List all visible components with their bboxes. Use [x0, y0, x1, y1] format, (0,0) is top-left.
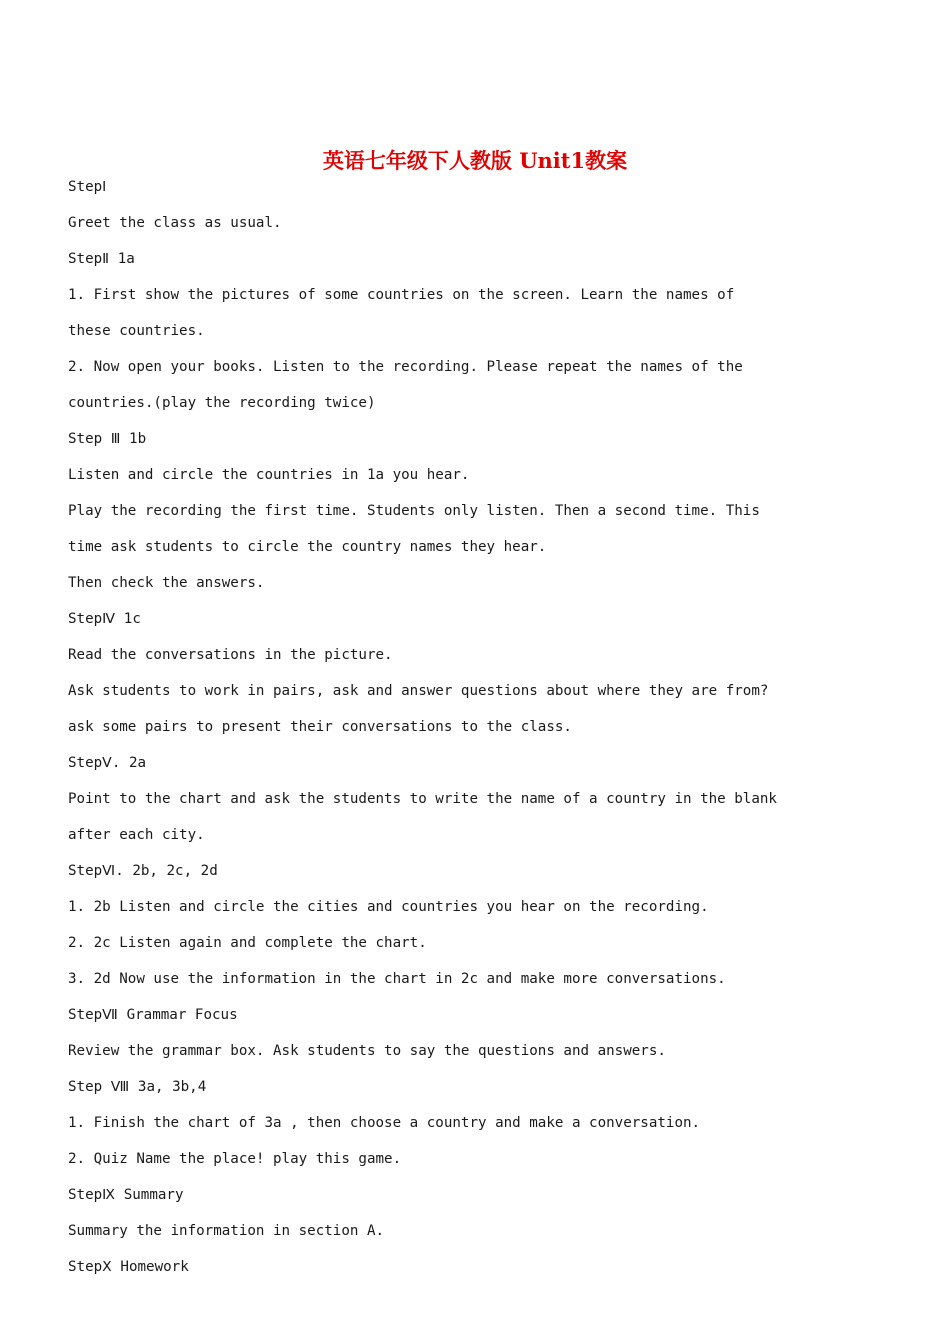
step-2-heading: StepⅡ 1a: [68, 251, 135, 267]
text-line: 2. Quiz Name the place! play this game.: [68, 1151, 402, 1167]
text-line: 1. First show the pictures of some countries on the screen. Learn the names of: [68, 287, 735, 303]
text-line: after each city.: [68, 827, 205, 843]
text-line: 1. 2b Listen and circle the cities and countries you hear on the recording.: [68, 899, 709, 915]
step-4-heading: StepⅣ 1c: [68, 611, 141, 627]
step-5-heading: StepⅤ. 2a: [68, 755, 147, 771]
text-line: ask some pairs to present their conversations to the class.: [68, 719, 572, 735]
text-line: Ask students to work in pairs, ask and answer questions about where they are from?: [68, 683, 769, 699]
step-8-heading: Step Ⅷ 3a, 3b,4: [68, 1079, 207, 1095]
step-10-heading: StepⅩ Homework: [68, 1259, 189, 1275]
text-line: Then check the answers.: [68, 575, 265, 591]
step-9-heading: StepⅨ Summary: [68, 1187, 184, 1203]
text-line: Play the recording the first time. Students only listen. Then a second time. This: [68, 503, 760, 519]
step-1-heading: StepⅠ: [68, 179, 107, 195]
text-line: 2. Now open your books. Listen to the recording. Please repeat the names of the: [68, 359, 743, 375]
step-6-heading: StepⅥ. 2b, 2c, 2d: [68, 863, 218, 879]
text-line: Point to the chart and ask the students to write the name of a country in the blank: [68, 791, 777, 807]
text-line: countries.(play the recording twice): [68, 395, 376, 411]
step-7-heading: StepⅦ Grammar Focus: [68, 1007, 238, 1023]
text-line: these countries.: [68, 323, 205, 339]
document-title: 英语七年级下人教版 Unit1教案: [322, 148, 628, 173]
text-line: 3. 2d Now use the information in the chart in 2c and make more conversations.: [68, 971, 726, 987]
text-line: Greet the class as usual.: [68, 215, 282, 231]
text-line: Listen and circle the countries in 1a you hear.: [68, 467, 470, 483]
lesson-plan-body: [68, 169, 888, 1285]
text-line: 2. 2c Listen again and complete the chart.: [68, 935, 427, 951]
text-line: time ask students to circle the country names they hear.: [68, 539, 547, 555]
text-line: Review the grammar box. Ask students to say the questions and answers.: [68, 1043, 666, 1059]
text-line: Summary the information in section A.: [68, 1223, 385, 1239]
step-3-heading: Step Ⅲ 1b: [68, 431, 147, 447]
text-line: 1. Finish the chart of 3a , then choose a country and make a conversation.: [68, 1115, 701, 1131]
text-line: Read the conversations in the picture.: [68, 647, 393, 663]
